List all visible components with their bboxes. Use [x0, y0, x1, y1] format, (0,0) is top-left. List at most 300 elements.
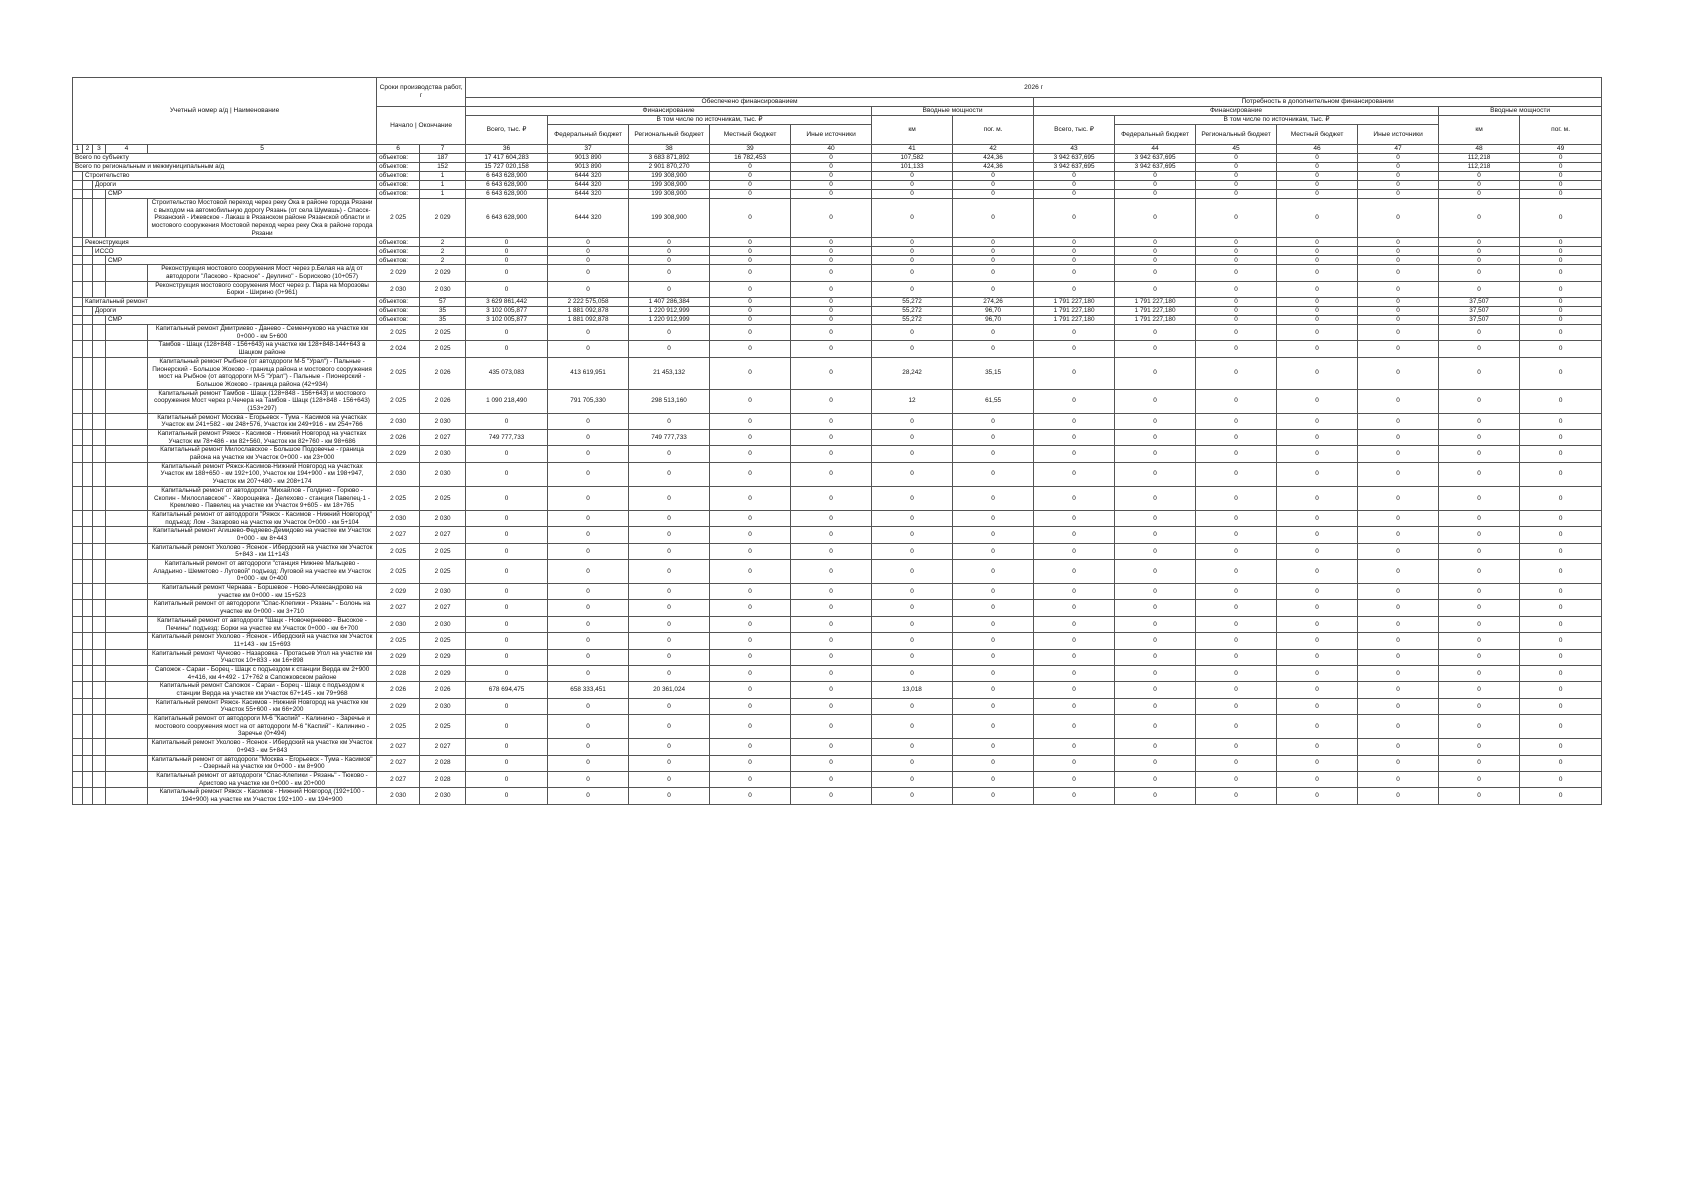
value-cell: 96,70 [953, 307, 1034, 316]
value-cell: 0 [1034, 665, 1115, 681]
value-cell: 0 [1115, 788, 1196, 804]
value-cell: 0 [1277, 256, 1358, 265]
value-cell: 0 [1358, 256, 1439, 265]
value-cell: 0 [1439, 247, 1520, 256]
value-cell: 0 [953, 543, 1034, 559]
value-cell: 0 [1277, 649, 1358, 665]
summary-label: СМР [106, 256, 377, 265]
table-row [73, 600, 1602, 616]
value-cell: 0 [1277, 755, 1358, 771]
indent-cell [106, 649, 148, 665]
value-cell: 0 [1115, 771, 1196, 787]
value-cell: 0 [1196, 462, 1277, 486]
value-cell: 0 [1196, 198, 1277, 237]
start-year: 2 030 [377, 788, 420, 804]
object-unit-label: объектов: [377, 180, 420, 189]
value-cell: 0 [466, 446, 548, 462]
value-cell: 3 102 005,877 [466, 316, 548, 325]
value-cell: 0 [953, 560, 1034, 584]
indent-cell [83, 325, 93, 341]
object-name: Капитальный ремонт Рыбное (от автодороги М-5 "Урал") - Пальные - Пионерский - Большое Жоково - граница района и мостового сооружения мост на Рыбное (от автодороги М-5 "Урал") - Пальные - Пионерский - Большое Жоково - граница района (42+934) [148, 357, 377, 389]
indent-cell [83, 446, 93, 462]
value-cell: 0 [1196, 180, 1277, 189]
object-name: Капитальный ремонт от автодороги "Михайлов - Голдино - Горюво - Скопин - Милославское" - Хворощевка - Делехово - станция Павелец-1 - Кремлево - Павелец на участке км Участок 9+605 - км 18+765 [148, 486, 377, 510]
value-cell: 0 [710, 682, 791, 698]
value-cell: 0 [1358, 413, 1439, 429]
value-cell: 0 [710, 560, 791, 584]
value-cell: 0 [1196, 153, 1277, 162]
indent-cell [83, 616, 93, 632]
value-cell: 0 [1277, 543, 1358, 559]
start-year: 2 027 [377, 771, 420, 787]
need-regional-header: Региональный бюджет [1196, 125, 1277, 145]
indent-cell [73, 281, 83, 297]
value-cell: 0 [1439, 560, 1520, 584]
value-cell: 0 [1277, 771, 1358, 787]
indent-cell [83, 486, 93, 510]
indent-cell [73, 616, 83, 632]
column-number: 3 [93, 145, 106, 154]
value-cell: 0 [1277, 584, 1358, 600]
end-year: 2 030 [420, 413, 466, 429]
budget-sheet [72, 77, 1577, 805]
end-year: 2 025 [420, 341, 466, 357]
value-cell: 0 [1196, 357, 1277, 389]
end-year: 2 025 [420, 633, 466, 649]
value-cell: 0 [548, 788, 629, 804]
value-cell: 0 [1520, 616, 1602, 632]
value-cell: 0 [1115, 171, 1196, 180]
value-cell: 0 [1196, 584, 1277, 600]
object-name: Капитальный ремонт Ряжск - Касимов - Нижний Новгород (192+100 - 194+900) на участке км Участок 192+100 - км 194+900 [148, 788, 377, 804]
value-cell: 0 [1520, 771, 1602, 787]
value-cell: 0 [1034, 698, 1115, 714]
object-name: Капитальный ремонт от автодороги "Ряжск - Касимов - Нижний Новгород" подъезд: Лом - Захарово на участке км Участок 0+000 - км 5+104 [148, 510, 377, 526]
value-cell: 0 [872, 265, 953, 281]
value-cell: 0 [872, 527, 953, 543]
indent-cell [73, 198, 83, 237]
value-cell: 0 [872, 510, 953, 526]
table-row [73, 560, 1602, 584]
value-cell: 0 [710, 665, 791, 681]
indent-cell [83, 665, 93, 681]
table-row [73, 616, 1602, 632]
indent-cell [106, 665, 148, 681]
value-cell: 0 [548, 486, 629, 510]
indent-cell [83, 755, 93, 771]
value-cell: 0 [710, 171, 791, 180]
indent-cell [93, 616, 106, 632]
need-other-header: Иные источники [1358, 125, 1439, 145]
value-cell: 0 [629, 256, 710, 265]
value-cell: 0 [791, 446, 872, 462]
indent-cell [83, 430, 93, 446]
value-cell: 0 [953, 584, 1034, 600]
value-cell: 0 [629, 543, 710, 559]
indent-cell [73, 633, 83, 649]
value-cell: 3 942 637,695 [1034, 162, 1115, 171]
indent-cell [93, 510, 106, 526]
value-cell: 0 [1358, 446, 1439, 462]
value-cell: 0 [629, 584, 710, 600]
need-pm-header: пог. м. [1520, 116, 1602, 145]
value-cell: 0 [1115, 616, 1196, 632]
value-cell: 0 [466, 633, 548, 649]
value-cell: 0 [1277, 247, 1358, 256]
value-cell: 0 [466, 238, 548, 247]
value-cell: 0 [1439, 238, 1520, 247]
value-cell: 749 777,733 [466, 430, 548, 446]
table-row [73, 281, 1602, 297]
value-cell: 0 [710, 256, 791, 265]
value-cell: 0 [466, 462, 548, 486]
value-cell: 298 513,160 [629, 389, 710, 413]
value-cell: 0 [1520, 788, 1602, 804]
table-row [73, 325, 1602, 341]
column-number: 4 [106, 145, 148, 154]
value-cell: 0 [1115, 281, 1196, 297]
value-cell: 1 881 092,878 [548, 307, 629, 316]
value-cell: 0 [1520, 256, 1602, 265]
indent-cell [93, 189, 106, 198]
value-cell: 0 [1034, 682, 1115, 698]
indent-cell [73, 771, 83, 787]
value-cell: 0 [1277, 560, 1358, 584]
value-cell: 0 [1358, 665, 1439, 681]
value-cell: 0 [1277, 325, 1358, 341]
value-cell: 0 [1277, 171, 1358, 180]
object-count: 1 [420, 180, 466, 189]
value-cell: 0 [710, 446, 791, 462]
value-cell: 0 [1277, 715, 1358, 739]
value-cell: 0 [872, 413, 953, 429]
value-cell: 20 361,024 [629, 682, 710, 698]
value-cell: 0 [466, 616, 548, 632]
name-header: Учетный номер а/д | Наименование [73, 78, 377, 145]
value-cell: 0 [466, 600, 548, 616]
object-name: Капитальный ремонт Ряжск-Касимов-Нижний Новгород на участках Участок км 188+650 - км 192+100, Участок км 194+900 - км 198+947, Участок км 207+480 - км 208+174 [148, 462, 377, 486]
value-cell: 0 [629, 755, 710, 771]
value-cell: 0 [1520, 682, 1602, 698]
value-cell: 0 [872, 238, 953, 247]
value-cell: 0 [466, 715, 548, 739]
value-cell: 0 [1358, 510, 1439, 526]
indent-cell [83, 307, 93, 316]
value-cell: 0 [548, 462, 629, 486]
value-cell: 0 [872, 771, 953, 787]
value-cell: 0 [1520, 413, 1602, 429]
value-cell: 6444 320 [548, 198, 629, 237]
indent-cell [106, 430, 148, 446]
value-cell: 0 [1358, 788, 1439, 804]
start-year: 2 025 [377, 198, 420, 237]
object-name: Капитальный ремонт от автодороги "Шацк - Новочернеево - Высокое - Печины" подъезд: Борки на участке км Участок 0+000 - км 6+700 [148, 616, 377, 632]
value-cell: 6 643 628,900 [466, 180, 548, 189]
value-cell: 0 [791, 153, 872, 162]
start-year: 2 029 [377, 446, 420, 462]
indent-cell [93, 430, 106, 446]
value-cell: 0 [1439, 510, 1520, 526]
value-cell: 0 [1520, 162, 1602, 171]
value-cell: 0 [466, 341, 548, 357]
end-year: 2 027 [420, 430, 466, 446]
value-cell: 0 [1439, 633, 1520, 649]
object-name: Капитальный ремонт Сапожок - Сараи - Борец - Шацк с подъездом к станции Верда на участке км Участок 67+145 - км 79+968 [148, 682, 377, 698]
value-cell: 0 [1439, 198, 1520, 237]
value-cell: 0 [1439, 584, 1520, 600]
value-cell: 0 [1196, 189, 1277, 198]
end-year: 2 030 [420, 584, 466, 600]
end-year: 2 028 [420, 771, 466, 787]
value-cell: 2 222 575,058 [548, 298, 629, 307]
value-cell: 35,15 [953, 357, 1034, 389]
value-cell: 0 [1196, 616, 1277, 632]
value-cell: 0 [548, 771, 629, 787]
indent-cell [93, 389, 106, 413]
indent-cell [106, 600, 148, 616]
value-cell: 0 [791, 698, 872, 714]
value-cell: 0 [1277, 698, 1358, 714]
value-cell: 0 [1196, 510, 1277, 526]
value-cell: 0 [1277, 739, 1358, 755]
start-year: 2 025 [377, 357, 420, 389]
object-name: Капитальный ремонт от автодороги М-6 "Каспий" - Калинино - Заречье и мостового сооружения мост на от автодороги М-6 "Каспий" - Калинино - Заречье (0+494) [148, 715, 377, 739]
value-cell: 0 [953, 256, 1034, 265]
indent-cell [83, 560, 93, 584]
start-year: 2 026 [377, 682, 420, 698]
value-cell: 1 791 227,180 [1115, 307, 1196, 316]
value-cell: 37,507 [1439, 316, 1520, 325]
indent-cell [106, 560, 148, 584]
value-cell: 0 [953, 189, 1034, 198]
value-cell: 0 [1196, 325, 1277, 341]
indent-cell [73, 527, 83, 543]
value-cell: 0 [872, 341, 953, 357]
value-cell: 6444 320 [548, 171, 629, 180]
secured-other-header: Иные источники [791, 125, 872, 145]
value-cell: 0 [1196, 771, 1277, 787]
need-km-header: км [1439, 116, 1520, 145]
indent-cell [73, 462, 83, 486]
value-cell: 0 [629, 715, 710, 739]
indent-cell [73, 755, 83, 771]
value-cell: 0 [1520, 715, 1602, 739]
object-name: Капитальный ремонт от автодороги "станция Нижнее Мальцево - Аладьино - Шеметово - Луговой" подъезд: Луговой на участке км Участок 0+000 - км 0+400 [148, 560, 377, 584]
value-cell: 0 [1115, 325, 1196, 341]
indent-cell [73, 560, 83, 584]
indent-cell [73, 189, 83, 198]
indent-cell [83, 715, 93, 739]
value-cell: 0 [1277, 430, 1358, 446]
value-cell: 435 073,083 [466, 357, 548, 389]
start-year: 2 025 [377, 486, 420, 510]
end-year: 2 029 [420, 265, 466, 281]
value-cell: 1 791 227,180 [1034, 316, 1115, 325]
value-cell: 0 [629, 341, 710, 357]
indent-cell [73, 788, 83, 804]
value-cell: 0 [1115, 180, 1196, 189]
value-cell: 0 [1520, 446, 1602, 462]
value-cell: 0 [791, 298, 872, 307]
object-unit-label: объектов: [377, 256, 420, 265]
value-cell: 0 [953, 180, 1034, 189]
value-cell: 0 [791, 413, 872, 429]
column-number: 39 [710, 145, 791, 154]
value-cell: 0 [1520, 171, 1602, 180]
value-cell: 0 [953, 771, 1034, 787]
value-cell: 0 [1115, 265, 1196, 281]
value-cell: 0 [1520, 698, 1602, 714]
value-cell: 0 [872, 446, 953, 462]
indent-cell [73, 238, 83, 247]
value-cell: 0 [1115, 510, 1196, 526]
value-cell: 0 [710, 788, 791, 804]
value-cell: 112,218 [1439, 153, 1520, 162]
value-cell: 0 [548, 325, 629, 341]
value-cell: 0 [466, 543, 548, 559]
value-cell: 0 [548, 256, 629, 265]
value-cell: 0 [548, 739, 629, 755]
value-cell: 0 [1115, 413, 1196, 429]
value-cell: 0 [872, 665, 953, 681]
indent-cell [93, 357, 106, 389]
indent-cell [83, 180, 93, 189]
start-year: 2 025 [377, 389, 420, 413]
value-cell: 0 [710, 739, 791, 755]
value-cell: 0 [710, 316, 791, 325]
table-row [73, 584, 1602, 600]
value-cell: 0 [1439, 715, 1520, 739]
value-cell: 791 705,330 [548, 389, 629, 413]
end-year: 2 027 [420, 739, 466, 755]
value-cell: 0 [1358, 180, 1439, 189]
value-cell: 0 [1196, 162, 1277, 171]
value-cell: 0 [1358, 325, 1439, 341]
indent-cell [73, 698, 83, 714]
indent-cell [106, 771, 148, 787]
value-cell: 0 [791, 281, 872, 297]
value-cell: 0 [1520, 665, 1602, 681]
value-cell: 0 [1358, 198, 1439, 237]
value-cell: 0 [466, 788, 548, 804]
value-cell: 0 [1034, 247, 1115, 256]
value-cell: 0 [1358, 316, 1439, 325]
value-cell: 0 [1277, 389, 1358, 413]
value-cell: 0 [1115, 527, 1196, 543]
value-cell: 0 [1277, 633, 1358, 649]
summary-label: Всего по региональным и межмуниципальным а/д [73, 162, 377, 171]
value-cell: 0 [791, 584, 872, 600]
indent-cell [83, 649, 93, 665]
start-end-header: Начало | Окончание [377, 107, 466, 145]
value-cell: 0 [791, 162, 872, 171]
value-cell: 0 [1196, 715, 1277, 739]
value-cell: 0 [953, 755, 1034, 771]
value-cell: 0 [791, 560, 872, 584]
indent-cell [93, 698, 106, 714]
table-row [73, 265, 1602, 281]
value-cell: 0 [1358, 486, 1439, 510]
value-cell: 0 [1520, 180, 1602, 189]
value-cell: 0 [1196, 755, 1277, 771]
table-row [73, 486, 1602, 510]
value-cell: 0 [953, 446, 1034, 462]
value-cell: 12 [872, 389, 953, 413]
value-cell: 0 [1034, 389, 1115, 413]
need-capacity-header: Вводные мощности [1439, 107, 1602, 116]
object-name: Капитальный ремонт Уколово - Ясенок - Ибердский на участке км Участок 5+843 - км 11+143 [148, 543, 377, 559]
value-cell: 0 [1520, 584, 1602, 600]
value-cell: 0 [1277, 682, 1358, 698]
value-cell: 0 [548, 633, 629, 649]
indent-cell [106, 389, 148, 413]
value-cell: 0 [953, 171, 1034, 180]
value-cell: 0 [710, 715, 791, 739]
indent-cell [93, 413, 106, 429]
value-cell: 0 [953, 341, 1034, 357]
value-cell: 0 [1196, 486, 1277, 510]
value-cell: 0 [1358, 281, 1439, 297]
start-year: 2 027 [377, 600, 420, 616]
value-cell: 0 [1520, 560, 1602, 584]
value-cell: 0 [629, 247, 710, 256]
indent-cell [73, 180, 83, 189]
value-cell: 6 643 628,900 [466, 171, 548, 180]
table-row [73, 682, 1602, 698]
indent-cell [106, 281, 148, 297]
value-cell: 0 [1520, 325, 1602, 341]
indent-cell [106, 698, 148, 714]
value-cell: 0 [1439, 180, 1520, 189]
object-unit-label: объектов: [377, 189, 420, 198]
indent-cell [106, 682, 148, 698]
summary-label: ИССО [93, 247, 377, 256]
value-cell: 0 [629, 486, 710, 510]
table-row [73, 198, 1602, 237]
value-cell: 0 [629, 560, 710, 584]
summary-label: Реконструкция [83, 238, 377, 247]
indent-cell [93, 281, 106, 297]
value-cell: 0 [1520, 298, 1602, 307]
table-row [73, 446, 1602, 462]
value-cell: 1 407 286,384 [629, 298, 710, 307]
value-cell: 0 [1277, 341, 1358, 357]
need-federal-header: Федеральный бюджет [1115, 125, 1196, 145]
object-name: Тамбов - Шацк (128+848 - 156+643) на участке км 128+848-144+643 в Шацком районе [148, 341, 377, 357]
value-cell: 0 [1196, 682, 1277, 698]
value-cell: 0 [953, 682, 1034, 698]
value-cell: 0 [1520, 307, 1602, 316]
indent-cell [83, 584, 93, 600]
value-cell: 0 [548, 649, 629, 665]
value-cell: 0 [1520, 389, 1602, 413]
value-cell: 0 [1439, 665, 1520, 681]
object-name: Капитальный ремонт Уколово - Ясенок - Ибердский на участке км Участок 0+943 - км 5+843 [148, 739, 377, 755]
value-cell: 37,507 [1439, 298, 1520, 307]
start-year: 2 028 [377, 665, 420, 681]
value-cell: 658 333,451 [548, 682, 629, 698]
value-cell: 0 [791, 189, 872, 198]
value-cell: 0 [1439, 649, 1520, 665]
value-cell: 0 [1439, 600, 1520, 616]
value-cell: 0 [953, 413, 1034, 429]
value-cell: 0 [548, 584, 629, 600]
table-row [73, 357, 1602, 389]
secured-km-header: км [872, 116, 953, 145]
indent-cell [83, 281, 93, 297]
value-cell: 0 [466, 510, 548, 526]
value-cell: 0 [1520, 316, 1602, 325]
